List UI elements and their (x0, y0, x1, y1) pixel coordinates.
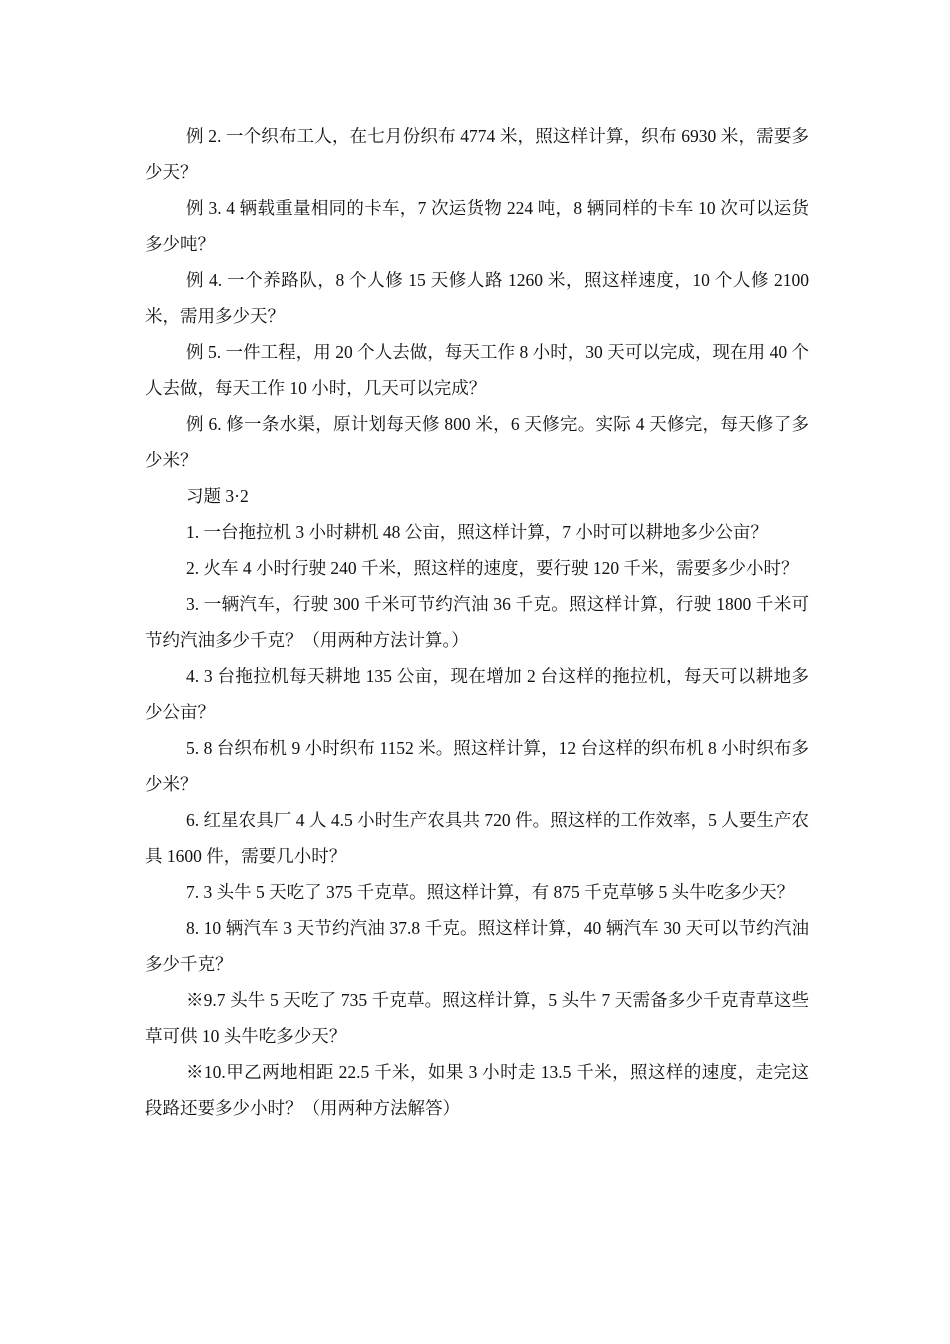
example-4-paragraph: 例 4. 一个养路队，8 个人修 15 天修人路 1260 米，照这样速度，10 个人修 2100 米，需用多少天？ (145, 270, 809, 326)
exercise-10-paragraph: ※10.甲乙两地相距 22.5 千米，如果 3 小时走 13.5 千米，照这样的速度，走完这段路还要多少小时？（用两种方法解答） (145, 1062, 809, 1118)
example-2-paragraph: 例 2. 一个织布工人，在七月份织布 4774 米，照这样计算，织布 6930 米，需要多少天？ (145, 126, 809, 182)
example-3-paragraph: 例 3. 4 辆载重量相同的卡车，7 次运货物 224 吨，8 辆同样的卡车 10 次可以运货多少吨？ (145, 198, 809, 254)
exercise-6-paragraph: 6. 红星农具厂 4 人 4.5 小时生产农具共 720 件。照这样的工作效率，5 人要生产农具 1600 件，需要几小时？ (145, 810, 809, 866)
exercise-1-paragraph: 1. 一台拖拉机 3 小时耕机 48 公亩，照这样计算，7 小时可以耕地多少公亩？ (186, 522, 768, 542)
document-page (145, 118, 809, 1126)
exercise-8-paragraph: 8. 10 辆汽车 3 天节约汽油 37.8 千克。照这样计算，40 辆汽车 30 天可以节约汽油多少千克？ (145, 918, 809, 974)
exercise-9-paragraph: ※9.7 头牛 5 天吃了 735 千克草。照这样计算，5 头牛 7 天需备多少千克青草这些草可供 10 头牛吃多少天？ (145, 990, 809, 1046)
exercise-heading: 习题 3·2 (186, 486, 249, 506)
exercise-7-paragraph: 7. 3 头牛 5 天吃了 375 千克草。照这样计算，有 875 千克草够 5 头牛吃多少天？ (186, 882, 795, 902)
exercise-3-paragraph: 3. 一辆汽车，行驶 300 千米可节约汽油 36 千克。照这样计算，行驶 1800 千米可节约汽油多少千克？（用两种方法计算。） (145, 594, 809, 650)
exercise-5-paragraph: 5. 8 台织布机 9 小时织布 1152 米。照这样计算，12 台这样的织布机 8 小时织布多少米？ (145, 738, 809, 794)
exercise-4-paragraph: 4. 3 台拖拉机每天耕地 135 公亩，现在增加 2 台这样的拖拉机，每天可以耕地多少公亩？ (145, 666, 809, 722)
example-6-paragraph: 例 6. 修一条水渠，原计划每天修 800 米，6 天修完。实际 4 天修完，每天修了多少米？ (145, 414, 809, 470)
example-5-paragraph: 例 5. 一件工程，用 20 个人去做，每天工作 8 小时，30 天可以完成，现在用 40 个人去做，每天工作 10 小时，几天可以完成？ (145, 342, 809, 398)
exercise-2-paragraph: 2. 火车 4 小时行驶 240 千米，照这样的速度，要行驶 120 千米，需要多少小时？ (186, 558, 799, 578)
